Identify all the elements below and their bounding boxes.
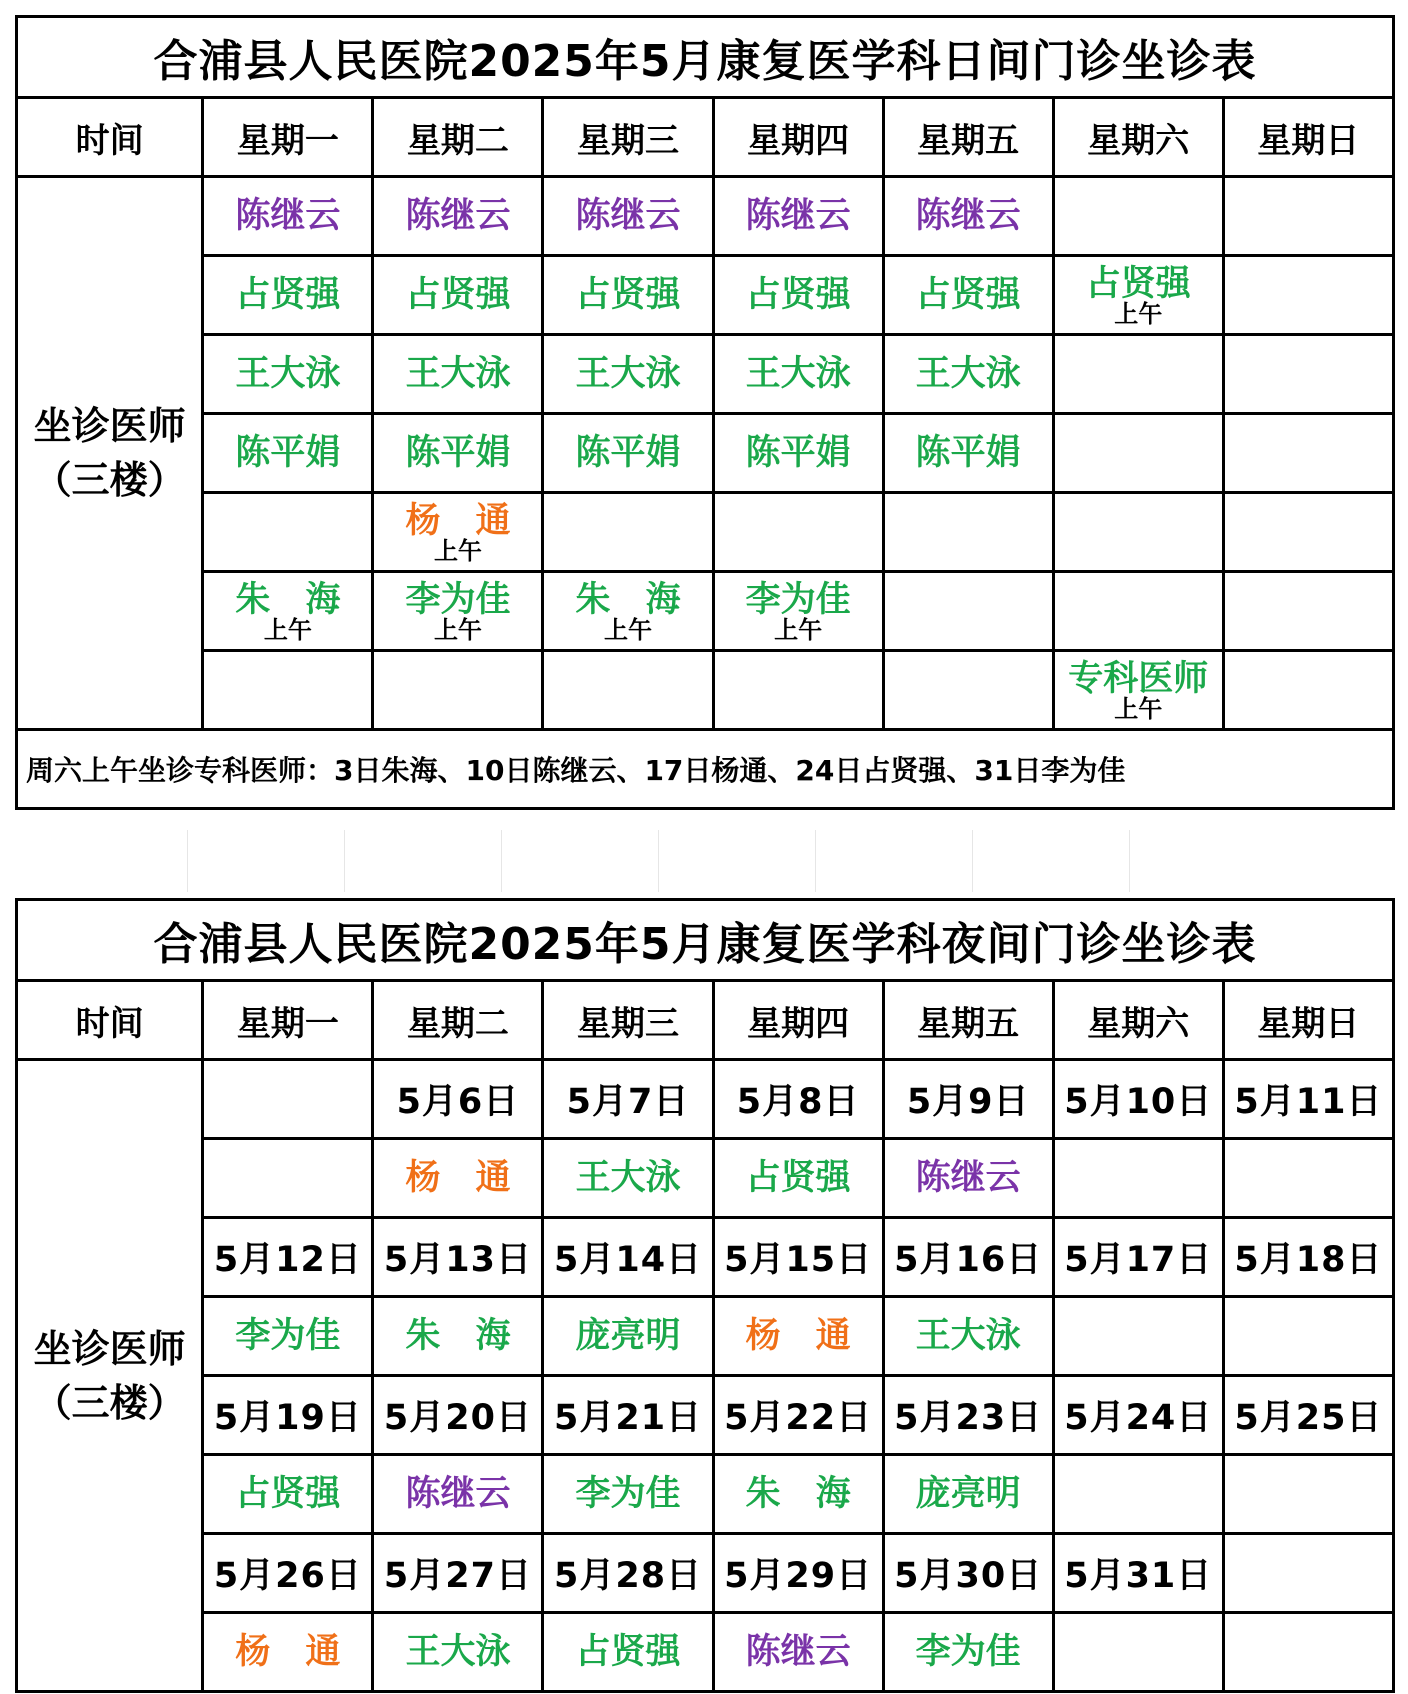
date-cell: 5月17日 [1053, 1218, 1223, 1297]
schedule-cell [203, 256, 373, 335]
date-cell: 5月26日 [203, 1534, 373, 1613]
date-cell: 5月30日 [883, 1534, 1053, 1613]
date-cell: 5月20日 [373, 1376, 543, 1455]
schedule-cell [543, 335, 713, 414]
doctor-name: 陈继云 [575, 196, 681, 236]
day-schedule-table [15, 15, 1395, 810]
doctor-label-line: 坐诊医师 [33, 404, 186, 448]
doctor-name: 王大泳 [405, 1632, 511, 1672]
date-cell: 5月22日 [713, 1376, 883, 1455]
schedule-cell [543, 256, 713, 335]
doctor-name: 王大泳 [235, 354, 341, 394]
schedule-cell [373, 572, 543, 651]
schedule-cell [883, 256, 1053, 335]
doctor-name: 陈继云 [745, 1632, 851, 1672]
weekday-header: 星期一 [203, 98, 373, 177]
weekday-header: 星期三 [543, 981, 713, 1060]
date-cell: 5月15日 [713, 1218, 883, 1297]
schedule-cell [1223, 1297, 1393, 1376]
session-label: 上午 [1114, 695, 1163, 723]
doctor-name: 朱 海 [405, 1316, 511, 1356]
schedule-cell [1223, 1455, 1393, 1534]
table-row [17, 1139, 1394, 1218]
date-row [17, 1060, 1394, 1139]
schedule-cell [373, 256, 543, 335]
date-cell: 5月24日 [1053, 1376, 1223, 1455]
floor-label: （三楼） [33, 458, 186, 502]
schedule-cell [373, 1455, 543, 1534]
saturday-note: 周六上午坐诊专科医师：3日朱海、10日陈继云、17日杨通、24日占贤强、31日李为佳 [17, 730, 1394, 809]
schedule-cell [203, 1613, 373, 1692]
session-label: 上午 [774, 616, 823, 644]
date-cell: 5月25日 [1223, 1376, 1393, 1455]
schedule-cell [713, 335, 883, 414]
doctor-name: 占贤强 [575, 1632, 681, 1672]
doctor-name: 占贤强 [405, 275, 511, 315]
date-cell: 5月29日 [713, 1534, 883, 1613]
doctor-label [17, 177, 203, 730]
table-row [17, 335, 1394, 414]
doctor-name: 李为佳 [235, 1316, 341, 1356]
date-cell: 5月8日 [713, 1060, 883, 1139]
schedule-cell [373, 1613, 543, 1692]
schedule-cell [543, 1455, 713, 1534]
schedule-cell [883, 651, 1053, 730]
doctor-name: 杨 通 [745, 1316, 851, 1356]
schedule-cell [713, 1455, 883, 1534]
date-cell: 5月14日 [543, 1218, 713, 1297]
doctor-name: 陈平娟 [915, 433, 1021, 473]
time-header: 时间 [17, 98, 203, 177]
doctor-name: 占贤强 [1085, 264, 1191, 304]
session-label: 上午 [433, 537, 482, 565]
doctor-name: 庞亮明 [575, 1316, 681, 1356]
doctor-name: 杨 通 [405, 501, 511, 541]
schedule-cell [1223, 335, 1393, 414]
schedule-cell [203, 335, 373, 414]
schedule-cell [543, 1613, 713, 1692]
schedule-cell [373, 1139, 543, 1218]
night-schedule-table [15, 898, 1395, 1693]
schedule-cell [1223, 493, 1393, 572]
doctor-name: 王大泳 [575, 1158, 681, 1198]
doctor-name: 朱 海 [745, 1474, 851, 1514]
schedule-cell [203, 1297, 373, 1376]
schedule-cell [713, 1613, 883, 1692]
schedule-cell [883, 177, 1053, 256]
schedule-cell [1053, 1613, 1223, 1692]
schedule-cell [1053, 177, 1223, 256]
date-cell: 5月9日 [883, 1060, 1053, 1139]
schedule-cell [713, 414, 883, 493]
doctor-name: 专科医师 [1068, 659, 1209, 699]
date-cell: 5月19日 [203, 1376, 373, 1455]
date-cell: 5月12日 [203, 1218, 373, 1297]
floor-label: （三楼） [33, 1380, 186, 1425]
day-table-title: 合浦县人民医院2025年5月康复医学科日间门诊坐诊表 [17, 17, 1394, 98]
doctor-label-line: 坐诊医师 [33, 1326, 186, 1371]
doctor-name: 王大泳 [745, 354, 851, 394]
doctor-name: 陈继云 [235, 196, 341, 236]
doctor-name: 李为佳 [405, 580, 511, 620]
schedule-cell [203, 651, 373, 730]
schedule-cell [1053, 1139, 1223, 1218]
schedule-cell [713, 572, 883, 651]
date-cell: 5月31日 [1053, 1534, 1223, 1613]
doctor-name: 陈继云 [915, 196, 1021, 236]
date-cell: 5月6日 [373, 1060, 543, 1139]
schedule-cell [1223, 177, 1393, 256]
table-row [17, 493, 1394, 572]
date-cell [203, 1060, 373, 1139]
doctor-name: 李为佳 [915, 1632, 1021, 1672]
doctor-name: 陈继云 [405, 196, 511, 236]
weekday-header: 星期三 [543, 98, 713, 177]
night-table-title: 合浦县人民医院2025年5月康复医学科夜间门诊坐诊表 [17, 900, 1394, 981]
weekday-header: 星期二 [373, 981, 543, 1060]
schedule-cell [883, 1139, 1053, 1218]
date-cell [1223, 1534, 1393, 1613]
doctor-name: 陈平娟 [745, 433, 851, 473]
schedule-cell [1053, 493, 1223, 572]
session-label: 上午 [604, 616, 653, 644]
date-cell: 5月16日 [883, 1218, 1053, 1297]
schedule-cell [1053, 1297, 1223, 1376]
schedule-cell [883, 414, 1053, 493]
schedule-cell [713, 1139, 883, 1218]
schedule-cell [1053, 256, 1223, 335]
doctor-name: 占贤强 [915, 275, 1021, 315]
date-row [17, 1376, 1394, 1455]
table-row [17, 256, 1394, 335]
doctor-name: 朱 海 [575, 580, 681, 620]
schedule-cell [1053, 1455, 1223, 1534]
weekday-header: 星期日 [1223, 98, 1393, 177]
doctor-name: 占贤强 [235, 275, 341, 315]
schedule-cell [883, 335, 1053, 414]
schedule-cell [713, 1297, 883, 1376]
weekday-header: 星期四 [713, 98, 883, 177]
schedule-cell [203, 177, 373, 256]
table-row [17, 651, 1394, 730]
session-label: 上午 [1114, 300, 1163, 328]
table-row [17, 177, 1394, 256]
doctor-name: 陈平娟 [405, 433, 511, 473]
session-label: 上午 [263, 616, 312, 644]
weekday-header: 星期五 [883, 98, 1053, 177]
schedule-cell [543, 651, 713, 730]
schedule-cell [1223, 414, 1393, 493]
schedule-cell [203, 572, 373, 651]
table-row [17, 414, 1394, 493]
weekday-header: 星期四 [713, 981, 883, 1060]
doctor-name: 占贤强 [575, 275, 681, 315]
table-row [17, 1455, 1394, 1534]
schedule-cell [543, 1139, 713, 1218]
doctor-name: 庞亮明 [915, 1474, 1021, 1514]
table-row [17, 1297, 1394, 1376]
doctor-name: 王大泳 [405, 354, 511, 394]
doctor-name: 朱 海 [235, 580, 341, 620]
doctor-name: 李为佳 [575, 1474, 681, 1514]
doctor-name: 陈平娟 [235, 433, 341, 473]
date-cell: 5月7日 [543, 1060, 713, 1139]
doctor-name: 李为佳 [745, 580, 851, 620]
doctor-name: 占贤强 [745, 275, 851, 315]
schedule-cell [373, 177, 543, 256]
table-row [17, 1613, 1394, 1692]
schedule-cell [1223, 256, 1393, 335]
schedule-cell [1053, 335, 1223, 414]
schedule-cell [1223, 572, 1393, 651]
doctor-name: 陈继云 [745, 196, 851, 236]
date-cell: 5月21日 [543, 1376, 713, 1455]
schedule-cell [543, 1297, 713, 1376]
doctor-name: 王大泳 [575, 354, 681, 394]
doctor-label [17, 1060, 203, 1692]
schedule-cell [373, 651, 543, 730]
table-row [17, 572, 1394, 651]
doctor-name: 杨 通 [405, 1158, 511, 1198]
schedule-cell [203, 493, 373, 572]
schedule-cell [373, 414, 543, 493]
schedule-cell [713, 493, 883, 572]
doctor-name: 陈平娟 [575, 433, 681, 473]
doctor-name: 王大泳 [915, 1316, 1021, 1356]
weekday-header: 星期二 [373, 98, 543, 177]
doctor-name: 占贤强 [745, 1158, 851, 1198]
table-spacer [15, 830, 1395, 892]
date-cell: 5月13日 [373, 1218, 543, 1297]
schedule-cell [883, 493, 1053, 572]
schedule-cell [713, 177, 883, 256]
schedule-cell [713, 651, 883, 730]
date-cell: 5月11日 [1223, 1060, 1393, 1139]
schedule-cell [883, 1297, 1053, 1376]
schedule-cell [1053, 651, 1223, 730]
schedule-cell [373, 1297, 543, 1376]
schedule-cell [883, 572, 1053, 651]
schedule-cell [883, 1613, 1053, 1692]
date-cell: 5月10日 [1053, 1060, 1223, 1139]
schedule-cell [1223, 1613, 1393, 1692]
schedule-cell [1053, 414, 1223, 493]
doctor-name: 陈继云 [405, 1474, 511, 1514]
weekday-header: 星期六 [1053, 981, 1223, 1060]
schedule-cell [203, 1455, 373, 1534]
schedule-cell [543, 414, 713, 493]
schedule-cell [203, 414, 373, 493]
schedule-cell [713, 256, 883, 335]
schedule-cell [543, 493, 713, 572]
weekday-header: 星期一 [203, 981, 373, 1060]
schedule-cell [203, 1139, 373, 1218]
session-label: 上午 [433, 616, 482, 644]
doctor-name: 占贤强 [235, 1474, 341, 1514]
date-row [17, 1534, 1394, 1613]
schedule-cell [1053, 572, 1223, 651]
weekday-header: 星期日 [1223, 981, 1393, 1060]
date-row [17, 1218, 1394, 1297]
schedule-cell [1223, 1139, 1393, 1218]
schedule-cell [543, 177, 713, 256]
weekday-header: 星期六 [1053, 98, 1223, 177]
date-cell: 5月18日 [1223, 1218, 1393, 1297]
date-cell: 5月27日 [373, 1534, 543, 1613]
date-cell: 5月28日 [543, 1534, 713, 1613]
doctor-name: 陈继云 [915, 1158, 1021, 1198]
doctor-name: 杨 通 [235, 1632, 341, 1672]
schedule-cell [1223, 651, 1393, 730]
date-cell: 5月23日 [883, 1376, 1053, 1455]
doctor-name: 王大泳 [915, 354, 1021, 394]
schedule-cell [373, 335, 543, 414]
schedule-cell [543, 572, 713, 651]
time-header: 时间 [17, 981, 203, 1060]
schedule-cell [883, 1455, 1053, 1534]
schedule-cell [373, 493, 543, 572]
weekday-header: 星期五 [883, 981, 1053, 1060]
